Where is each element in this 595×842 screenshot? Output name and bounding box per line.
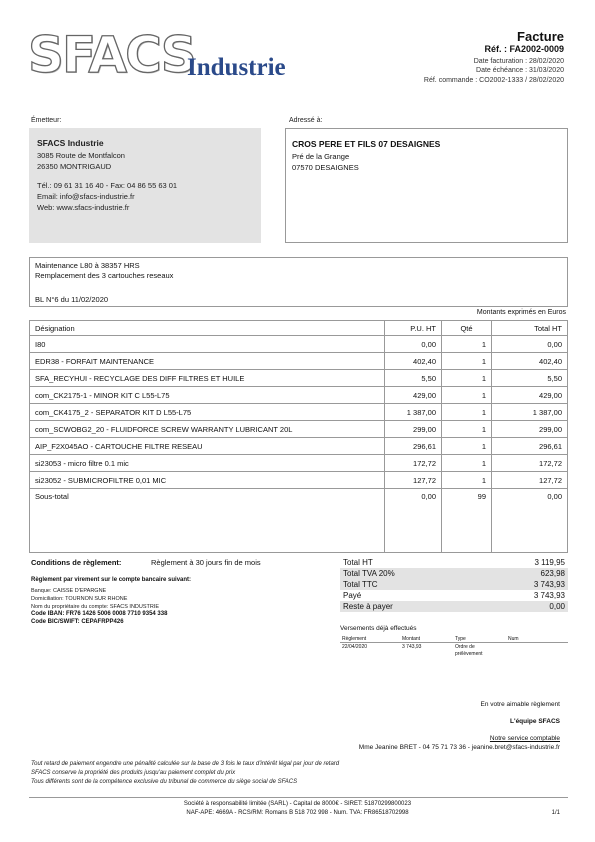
company-logo-subtitle: Industrie: [187, 54, 286, 81]
cell-quantity: 1: [442, 438, 492, 455]
cell-total: 0,00: [492, 336, 568, 353]
payment-date: 22/04/2020: [342, 644, 368, 650]
cell-unit-price: 0,00: [385, 336, 442, 353]
cell-unit-price: 127,72: [385, 472, 442, 489]
currency-note: Montants exprimés en Euros: [476, 309, 566, 316]
cell-quantity: 1: [442, 387, 492, 404]
iban: Code IBAN: FR76 1426 5006 0008 7710 9354 338: [31, 611, 168, 617]
cell-total: 296,61: [492, 438, 568, 455]
totals-row: [340, 579, 568, 590]
invoice-notes: [29, 257, 568, 307]
payment-type-2: prélèvement: [455, 651, 483, 657]
payment-conditions-value: Règlement à 30 jours fin de mois: [151, 558, 261, 567]
cell-unit-price: 172,72: [385, 455, 442, 472]
cell-quantity: 1: [442, 353, 492, 370]
cell-designation: SFA_RECYHUI - RECYCLAGE DES DIFF FILTRES ET HUILE: [30, 370, 385, 387]
header-total: Total HT: [492, 321, 568, 336]
cell-designation: com_SCWOBG2_20 - FLUIDFORCE SCREW WARRANTY LUBRICANT 20L: [30, 421, 385, 438]
recipient-box: [285, 128, 568, 243]
account-owner: Nom du propriétaire du compte: SFACS INDUSTRIE: [31, 604, 160, 610]
issuer-web: Web: www.sfacs-industrie.fr: [37, 203, 130, 212]
header-quantity: Qté: [442, 321, 492, 336]
issuer-address-1: 3085 Route de Montfalcon: [37, 151, 125, 160]
cell-total: 402,40: [492, 353, 568, 370]
table-row: [30, 353, 568, 370]
cell-unit-price: 1 387,00: [385, 404, 442, 421]
invoice-due-date: Date échéance : 31/03/2020: [476, 67, 564, 74]
cell-unit-price: 296,61: [385, 438, 442, 455]
cell-quantity: 1: [442, 404, 492, 421]
totals-label: Total TVA 20%: [343, 569, 395, 578]
company-logo: SFACS: [28, 26, 195, 84]
cell-unit-price: 5,50: [385, 370, 442, 387]
subtotal-total: 0,00: [492, 489, 568, 553]
invoice-title: Facture: [517, 29, 564, 44]
cell-designation: com_CK2175-1 - MINOR KIT C L55-L75: [30, 387, 385, 404]
subtotal-quantity: 99: [442, 489, 492, 553]
recipient-address-1: Pré de la Grange: [292, 152, 350, 161]
cell-total: 429,00: [492, 387, 568, 404]
totals-value: 3 119,95: [534, 558, 565, 567]
cell-total: 127,72: [492, 472, 568, 489]
page-number: 1/1: [551, 810, 560, 816]
bank-name: Banque: CAISSE D'EPARGNE: [31, 588, 107, 594]
table-row: [30, 370, 568, 387]
accounting-contact: Mme Jeanine BRET - 04 75 71 73 36 - jeanine.bret@sfacs-industrie.fr: [358, 744, 560, 751]
totals-label: Reste à payer: [343, 602, 393, 611]
table-row: [30, 421, 568, 438]
cell-quantity: 1: [442, 421, 492, 438]
cell-designation: si23053 - micro filtre 0.1 mic: [30, 455, 385, 472]
totals-label: Total TTC: [343, 580, 378, 589]
totals-value: 3 743,93: [533, 591, 565, 600]
totals-label: Total HT: [343, 558, 373, 567]
subtotal-row: [30, 489, 568, 553]
cell-unit-price: 402,40: [385, 353, 442, 370]
cell-designation: si23052 - SUBMICROFILTRE 0,01 MIC: [30, 472, 385, 489]
legal-line-2: SFACS conserve la propriété des produits jusqu'au paiement complet du prix: [31, 770, 236, 776]
cell-quantity: 1: [442, 370, 492, 387]
cell-designation: EDR38 - FORFAIT MAINTENANCE: [30, 353, 385, 370]
payments-header-reglement: Règlement: [342, 636, 367, 642]
items-table: [29, 320, 568, 553]
legal-line-3: Tous différents sont de la compétence exclusive du tribunal de commerce du siège social de SFACS: [31, 779, 298, 785]
closing-line: En votre aimable règlement: [480, 701, 560, 708]
table-row: [30, 438, 568, 455]
invoice-date: Date facturation : 28/02/2020: [473, 58, 564, 65]
totals-block: [340, 557, 568, 612]
recipient-address-2: 07570 DESAIGNES: [292, 163, 359, 172]
issuer-label: Émetteur:: [31, 117, 62, 124]
cell-total: 172,72: [492, 455, 568, 472]
totals-label: Payé: [343, 591, 362, 600]
totals-value: 0,00: [549, 602, 565, 611]
recipient-label: Adressé à:: [289, 117, 323, 124]
cell-total: 1 387,00: [492, 404, 568, 421]
cell-designation: I80: [30, 336, 385, 353]
cell-unit-price: 429,00: [385, 387, 442, 404]
totals-value: 623,98: [540, 569, 565, 578]
notes-line-1: Maintenance L80 à 38357 HRS: [35, 261, 140, 270]
team-signature: L'équipe SFACS: [510, 718, 560, 725]
cell-designation: AIP_F2X045AO - CARTOUCHE FILTRE RESEAU: [30, 438, 385, 455]
footer-company-info: Société à responsabilité limitée (SARL) - Capital de 8000€ - SIRET: 51870299800023: [183, 801, 412, 807]
totals-value: 3 743,93: [533, 580, 565, 589]
recipient-name: CROS PERE ET FILS 07 DESAIGNES: [292, 139, 441, 149]
accounting-service: Notre service comptable: [489, 735, 560, 742]
table-row: [30, 404, 568, 421]
order-ref: Réf. commande : CO2002-1333 / 28/02/2020: [423, 77, 564, 84]
header-designation: Désignation: [30, 321, 385, 336]
cell-total: 5,50: [492, 370, 568, 387]
payments-header-num: Num: [508, 636, 519, 642]
table-row: [30, 336, 568, 353]
payments-header-type: Type: [455, 636, 466, 642]
totals-row: [340, 590, 568, 601]
cell-total: 299,00: [492, 421, 568, 438]
issuer-box: [29, 128, 261, 243]
cell-designation: com_CK4175_2 - SEPARATOR KIT D L55-L75: [30, 404, 385, 421]
table-header-row: [30, 321, 568, 336]
payments-header-montant: Montant: [402, 636, 421, 642]
header-unit-price: P.U. HT: [385, 321, 442, 336]
subtotal-unit-price: 0,00: [385, 489, 442, 553]
delivery-note-ref: BL N°6 du 11/02/2020: [35, 295, 109, 304]
cell-quantity: 1: [442, 455, 492, 472]
totals-row: [340, 568, 568, 579]
table-row: [30, 472, 568, 489]
bank-domiciliation: Domiciliation: TOURNON SUR RHONE: [31, 596, 128, 602]
legal-line-1: Tout retard de paiement engendre une pénalité calculée sur la base de 3 fois le taux d'intérêt légal par jour de retard: [31, 761, 340, 767]
invoice-ref: Réf. : FA2002-0009: [484, 44, 564, 54]
payments-header: [340, 636, 568, 643]
issuer-email: Email: info@sfacs-industrie.fr: [37, 192, 135, 201]
issuer-address-2: 26350 MONTRIGAUD: [37, 162, 112, 171]
subtotal-label: Sous-total: [30, 489, 385, 553]
payments-made-title: Versements déjà effectués: [340, 625, 417, 632]
payment-type-1: Ordre de: [455, 644, 475, 650]
totals-row: [340, 601, 568, 612]
footer-registration-info: NAF-APE: 4669A - RCS/RM: Romans B 518 702 998 - Num. TVA: FR86518702998: [186, 810, 409, 816]
footer-divider: [29, 797, 568, 798]
bank-transfer-title: Règlement par virement sur le compte bancaire suivant:: [31, 577, 192, 583]
bic: Code BIC/SWIFT: CEPAFRPP426: [31, 619, 124, 625]
issuer-phone: Tél.: 09 61 31 16 40 - Fax: 04 86 55 63 01: [37, 181, 178, 190]
table-row: [30, 455, 568, 472]
payment-conditions-label: Conditions de règlement:: [31, 558, 122, 567]
table-row: [30, 387, 568, 404]
cell-quantity: 1: [442, 472, 492, 489]
payment-amount: 3 743,93: [402, 644, 422, 650]
cell-unit-price: 299,00: [385, 421, 442, 438]
notes-line-2: Remplacement des 3 cartouches reseaux: [35, 271, 174, 280]
issuer-name: SFACS Industrie: [37, 138, 104, 148]
totals-row: [340, 557, 568, 568]
cell-quantity: 1: [442, 336, 492, 353]
